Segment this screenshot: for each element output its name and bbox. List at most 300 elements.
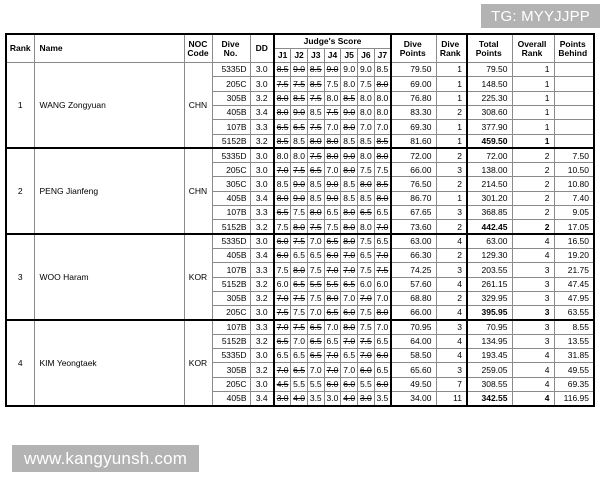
judge-score-value: 6.0 <box>326 379 339 390</box>
judge-score-value: 8.0 <box>326 93 339 104</box>
judge-score-value: 8.0 <box>376 150 389 161</box>
judge-score-j4 <box>324 63 341 77</box>
dive-rank: 2 <box>436 291 467 305</box>
header-total-points <box>467 34 512 63</box>
judge-score-value: 3.5 <box>309 393 322 404</box>
judge-score-j6 <box>358 291 375 305</box>
header-dive-line2: No. <box>223 47 238 58</box>
judge-score-value: 7.5 <box>293 236 305 247</box>
judge-score-value: 8.5 <box>376 135 389 146</box>
total-points: 308.55 <box>467 377 512 391</box>
judge-score-j6 <box>358 263 375 277</box>
table-header <box>6 34 594 63</box>
points-behind <box>554 91 594 105</box>
judge-score-value: 7.5 <box>276 78 289 89</box>
judge-score-value: 8.5 <box>343 178 356 189</box>
dive-rank: 11 <box>436 391 467 405</box>
dive-rank: 1 <box>436 191 467 205</box>
judge-score-value: 8.5 <box>293 93 305 104</box>
judge-score-j5 <box>341 91 358 105</box>
judge-score-value: 7.5 <box>293 322 305 333</box>
judge-score-j4 <box>324 148 341 162</box>
judge-score-value: 7.5 <box>276 307 289 318</box>
dive-rank: 1 <box>436 63 467 77</box>
dive-points: 58.50 <box>391 349 436 363</box>
judge-score-j7 <box>374 334 391 348</box>
judge-score-j3 <box>307 91 324 105</box>
judge-score-j4 <box>324 163 341 177</box>
judge-score-j1 <box>274 320 291 334</box>
judge-score-j2 <box>291 234 308 248</box>
judge-score-value: 8.5 <box>309 78 322 89</box>
judge-score-value: 7.5 <box>293 207 305 218</box>
judge-score-j2 <box>291 277 308 291</box>
judge-score-j6 <box>358 148 375 162</box>
judge-score-value: 7.0 <box>293 336 305 347</box>
header-overall-rank-line1: Overall <box>517 39 547 50</box>
judge-score-value: 7.5 <box>293 78 305 89</box>
judge-score-value: 6.0 <box>376 379 389 390</box>
judge-score-j2 <box>291 320 308 334</box>
dive-rank: 4 <box>436 277 467 291</box>
dive-dd: 3.4 <box>250 248 274 262</box>
judge-score-value: 7.0 <box>326 322 339 333</box>
points-behind: 47.45 <box>554 277 594 291</box>
athlete-rank: 3 <box>6 234 34 320</box>
judge-score-j3 <box>307 220 324 234</box>
judge-score-value: 6.5 <box>276 336 289 347</box>
dive-points: 83.30 <box>391 105 436 119</box>
dive-number: 5152B <box>212 220 250 234</box>
judge-score-value: 6.0 <box>276 236 289 247</box>
points-behind: 13.55 <box>554 334 594 348</box>
points-behind: 10.80 <box>554 177 594 191</box>
judge-score-j5 <box>341 177 358 191</box>
points-behind: 10.50 <box>554 163 594 177</box>
judge-score-value: 8.5 <box>376 64 389 75</box>
judge-score-value: 8.5 <box>276 135 289 146</box>
judge-score-j1 <box>274 148 291 162</box>
judge-score-j6 <box>358 91 375 105</box>
dive-points: 79.50 <box>391 63 436 77</box>
overall-rank: 3 <box>512 263 554 277</box>
judge-score-value: 7.5 <box>293 293 305 304</box>
judge-score-value: 7.0 <box>276 293 289 304</box>
total-points: 138.00 <box>467 163 512 177</box>
judge-score-j7 <box>374 391 391 405</box>
judge-score-value: 7.5 <box>309 150 322 161</box>
dive-number: 5152B <box>212 134 250 148</box>
judge-score-j1 <box>274 163 291 177</box>
judge-score-value: 8.0 <box>376 107 389 118</box>
judge-score-j4 <box>324 206 341 220</box>
overall-rank: 4 <box>512 349 554 363</box>
judge-score-j6 <box>358 248 375 262</box>
judge-score-j2 <box>291 206 308 220</box>
header-points-behind-line1: Points <box>559 39 586 50</box>
judge-score-j7 <box>374 206 391 220</box>
dive-number: 405B <box>212 105 250 119</box>
judge-score-value: 5.5 <box>309 379 322 390</box>
dive-rank: 1 <box>436 134 467 148</box>
judge-score-value: 6.5 <box>293 350 305 361</box>
overall-rank: 4 <box>512 391 554 405</box>
judge-score-j2 <box>291 63 308 77</box>
dive-dd: 3.2 <box>250 277 274 291</box>
judge-score-j1 <box>274 134 291 148</box>
judge-score-value: 8.0 <box>343 322 356 333</box>
judge-score-value: 8.5 <box>343 93 356 104</box>
points-behind: 21.75 <box>554 263 594 277</box>
judge-score-j5 <box>341 77 358 91</box>
dive-dd: 3.4 <box>250 191 274 205</box>
judge-score-value: 7.0 <box>359 121 372 132</box>
judge-score-value: 7.0 <box>326 364 339 375</box>
header-noc-line2: Code <box>187 47 209 58</box>
judge-score-j1 <box>274 234 291 248</box>
dive-points: 57.60 <box>391 277 436 291</box>
judge-score-value: 7.0 <box>276 322 289 333</box>
dive-rank: 4 <box>436 234 467 248</box>
judge-score-j1 <box>274 63 291 77</box>
dive-dd: 3.4 <box>250 105 274 119</box>
judge-score-value: 8.5 <box>309 193 322 204</box>
points-behind: 17.05 <box>554 220 594 234</box>
dive-number: 305C <box>212 177 250 191</box>
judge-score-j1 <box>274 191 291 205</box>
header-judge-3: J3 <box>307 48 324 62</box>
judge-score-value: 6.0 <box>359 364 372 375</box>
dive-rank: 2 <box>436 105 467 119</box>
judge-score-value: 6.0 <box>276 278 289 289</box>
judge-score-value: 8.0 <box>326 293 339 304</box>
overall-rank: 3 <box>512 334 554 348</box>
overall-rank: 2 <box>512 206 554 220</box>
dive-number: 5152B <box>212 277 250 291</box>
judge-score-j7 <box>374 163 391 177</box>
header-dive-points-line2: Points <box>399 47 426 58</box>
overall-rank: 2 <box>512 148 554 162</box>
judge-score-value: 9.0 <box>293 193 305 204</box>
judge-score-value: 7.5 <box>309 293 322 304</box>
judge-score-value: 7.0 <box>359 350 372 361</box>
judge-score-value: 6.5 <box>376 236 389 247</box>
judge-score-value: 6.5 <box>293 121 305 132</box>
judge-score-value: 7.5 <box>309 264 322 275</box>
judge-score-j2 <box>291 163 308 177</box>
judge-score-j3 <box>307 349 324 363</box>
dive-points: 70.95 <box>391 320 436 334</box>
judge-score-value: 8.0 <box>276 93 289 104</box>
total-points: 225.30 <box>467 91 512 105</box>
header-overall-rank-line2: Rank <box>521 47 543 58</box>
dive-points: 67.65 <box>391 206 436 220</box>
judge-score-j4 <box>324 234 341 248</box>
judge-score-j4 <box>324 320 341 334</box>
overall-rank: 1 <box>512 120 554 134</box>
dive-points: 66.00 <box>391 306 436 320</box>
dive-dd: 3.2 <box>250 220 274 234</box>
dive-dd: 3.2 <box>250 91 274 105</box>
judge-score-j6 <box>358 234 375 248</box>
judge-score-j5 <box>341 263 358 277</box>
judge-score-value: 8.5 <box>376 178 389 189</box>
overall-rank: 2 <box>512 191 554 205</box>
judge-score-value: 7.5 <box>359 236 372 247</box>
judge-score-value: 8.5 <box>276 178 289 189</box>
judge-score-j3 <box>307 248 324 262</box>
judge-score-j2 <box>291 148 308 162</box>
judge-score-value: 8.0 <box>293 221 305 232</box>
judge-score-value: 6.0 <box>359 278 372 289</box>
total-points: 259.05 <box>467 363 512 377</box>
judge-score-j7 <box>374 320 391 334</box>
dive-dd: 3.3 <box>250 263 274 277</box>
points-behind <box>554 120 594 134</box>
judge-score-value: 8.0 <box>343 121 356 132</box>
judge-score-value: 8.0 <box>326 150 339 161</box>
judge-score-j7 <box>374 91 391 105</box>
judge-score-value: 9.0 <box>343 64 356 75</box>
athlete-rank: 4 <box>6 320 34 406</box>
judge-score-j6 <box>358 134 375 148</box>
dive-points: 73.60 <box>391 220 436 234</box>
judge-score-value: 8.0 <box>276 193 289 204</box>
total-points: 459.50 <box>467 134 512 148</box>
dive-number: 305B <box>212 291 250 305</box>
header-judges-score: Judge's Score <box>274 34 391 48</box>
judge-score-j5 <box>341 320 358 334</box>
judge-score-j7 <box>374 220 391 234</box>
judge-score-j4 <box>324 134 341 148</box>
judge-score-value: 7.0 <box>359 293 372 304</box>
judge-score-j5 <box>341 248 358 262</box>
judge-score-j3 <box>307 134 324 148</box>
judge-score-j1 <box>274 363 291 377</box>
table-row <box>6 320 594 334</box>
judge-score-value: 6.5 <box>309 322 322 333</box>
judge-score-value: 6.5 <box>376 364 389 375</box>
judge-score-j3 <box>307 120 324 134</box>
judge-score-j6 <box>358 105 375 119</box>
judge-score-j4 <box>324 334 341 348</box>
header-noc-code <box>184 34 212 63</box>
judge-score-j4 <box>324 91 341 105</box>
judge-score-j7 <box>374 363 391 377</box>
judge-score-j5 <box>341 191 358 205</box>
judge-score-value: 6.5 <box>326 336 339 347</box>
watermark-bottom-left: www.kangyunsh.com <box>12 445 199 472</box>
judge-score-value: 5.5 <box>309 278 322 289</box>
overall-rank: 1 <box>512 63 554 77</box>
dive-dd: 3.3 <box>250 206 274 220</box>
overall-rank: 4 <box>512 363 554 377</box>
judge-score-value: 7.5 <box>309 121 322 132</box>
dive-rank: 2 <box>436 248 467 262</box>
judge-score-value: 7.5 <box>376 164 389 175</box>
watermark-top-right: TG: MYYJJPP <box>481 4 600 28</box>
total-points: 129.30 <box>467 248 512 262</box>
header-judge-7: J7 <box>374 48 391 62</box>
judge-score-j6 <box>358 220 375 234</box>
header-dd: DD <box>250 34 274 63</box>
judge-score-value: 7.0 <box>309 307 322 318</box>
judge-score-j2 <box>291 263 308 277</box>
dive-rank: 3 <box>436 163 467 177</box>
dive-number: 205C <box>212 163 250 177</box>
judge-score-value: 7.5 <box>359 336 372 347</box>
dive-number: 107B <box>212 320 250 334</box>
header-total-points-line2: Points <box>475 47 502 58</box>
judge-score-j6 <box>358 377 375 391</box>
dive-points: 66.00 <box>391 163 436 177</box>
judge-score-value: 7.0 <box>309 236 322 247</box>
judge-score-value: 8.0 <box>359 221 372 232</box>
judge-score-j3 <box>307 391 324 405</box>
judge-score-value: 3.0 <box>326 393 339 404</box>
overall-rank: 1 <box>512 105 554 119</box>
dive-dd: 3.0 <box>250 306 274 320</box>
judge-score-value: 6.5 <box>359 207 372 218</box>
judge-score-value: 7.0 <box>376 221 389 232</box>
judge-score-j5 <box>341 148 358 162</box>
athlete-name: PENG Jianfeng <box>34 148 184 234</box>
header-dive-points <box>391 34 436 63</box>
judge-score-value: 8.0 <box>293 150 305 161</box>
header-judge-6: J6 <box>358 48 375 62</box>
results-table-container <box>5 33 595 407</box>
total-points: 301.20 <box>467 191 512 205</box>
dive-rank: 3 <box>436 263 467 277</box>
header-judge-2: J2 <box>291 48 308 62</box>
judge-score-value: 8.5 <box>309 64 322 75</box>
judge-score-j6 <box>358 77 375 91</box>
judge-score-j2 <box>291 306 308 320</box>
judge-score-value: 8.0 <box>376 307 389 318</box>
judge-score-j5 <box>341 334 358 348</box>
judge-score-j3 <box>307 206 324 220</box>
dive-dd: 3.2 <box>250 363 274 377</box>
dive-points: 68.80 <box>391 291 436 305</box>
judge-score-value: 8.5 <box>309 107 322 118</box>
judge-score-j1 <box>274 177 291 191</box>
total-points: 193.45 <box>467 349 512 363</box>
judge-score-value: 6.5 <box>376 336 389 347</box>
header-dive-no <box>212 34 250 63</box>
athlete-name: WOO Haram <box>34 234 184 320</box>
judge-score-value: 6.5 <box>309 250 322 261</box>
judge-score-j4 <box>324 77 341 91</box>
judge-score-value: 7.0 <box>376 121 389 132</box>
judge-score-value: 7.5 <box>276 264 289 275</box>
header-dive-rank <box>436 34 467 63</box>
judge-score-j1 <box>274 377 291 391</box>
judge-score-value: 8.0 <box>326 135 339 146</box>
table-header-row-1 <box>6 34 594 48</box>
judge-score-value: 7.0 <box>376 250 389 261</box>
judge-score-j7 <box>374 234 391 248</box>
judge-score-value: 6.5 <box>359 250 372 261</box>
total-points: 342.55 <box>467 391 512 405</box>
judge-score-value: 7.0 <box>326 350 339 361</box>
judge-score-value: 9.0 <box>293 178 305 189</box>
dive-dd: 3.0 <box>250 377 274 391</box>
points-behind: 19.20 <box>554 248 594 262</box>
judge-score-j7 <box>374 120 391 134</box>
judge-score-value: 6.5 <box>343 278 356 289</box>
judge-score-j3 <box>307 148 324 162</box>
judge-score-value: 4.5 <box>276 379 289 390</box>
judge-score-j1 <box>274 220 291 234</box>
judge-score-value: 6.5 <box>309 350 322 361</box>
judge-score-j7 <box>374 277 391 291</box>
athlete-name: WANG Zongyuan <box>34 63 184 149</box>
judge-score-j5 <box>341 277 358 291</box>
judge-score-j1 <box>274 391 291 405</box>
judge-score-value: 7.5 <box>359 322 372 333</box>
dive-number: 5335D <box>212 234 250 248</box>
judge-score-value: 6.5 <box>326 236 339 247</box>
judge-score-j1 <box>274 349 291 363</box>
judge-score-value: 9.0 <box>293 107 305 118</box>
judge-score-j3 <box>307 63 324 77</box>
dive-rank: 4 <box>436 306 467 320</box>
judge-score-j2 <box>291 248 308 262</box>
judge-score-value: 8.0 <box>276 107 289 118</box>
judge-score-value: 3.0 <box>359 393 372 404</box>
points-behind: 7.40 <box>554 191 594 205</box>
judge-score-value: 5.5 <box>326 278 339 289</box>
judge-score-value: 8.0 <box>293 264 305 275</box>
judge-score-value: 9.0 <box>326 178 339 189</box>
judge-score-j4 <box>324 248 341 262</box>
judge-score-j1 <box>274 120 291 134</box>
judge-score-value: 6.5 <box>309 164 322 175</box>
judge-score-value: 6.0 <box>276 250 289 261</box>
judge-score-j7 <box>374 377 391 391</box>
table-row <box>6 63 594 77</box>
judge-score-value: 7.5 <box>309 221 322 232</box>
judge-score-j5 <box>341 377 358 391</box>
table-row <box>6 234 594 248</box>
judge-score-value: 8.0 <box>376 78 389 89</box>
dive-rank: 7 <box>436 377 467 391</box>
dive-points: 69.30 <box>391 120 436 134</box>
judge-score-j2 <box>291 120 308 134</box>
athlete-rank: 2 <box>6 148 34 234</box>
dive-number: 405B <box>212 248 250 262</box>
judge-score-value: 7.0 <box>343 293 356 304</box>
judge-score-j5 <box>341 105 358 119</box>
header-judge-1: J1 <box>274 48 291 62</box>
points-behind: 47.95 <box>554 291 594 305</box>
overall-rank: 1 <box>512 91 554 105</box>
dive-points: 49.50 <box>391 377 436 391</box>
judge-score-j3 <box>307 105 324 119</box>
judge-score-j3 <box>307 291 324 305</box>
dive-rank: 1 <box>436 120 467 134</box>
points-behind <box>554 63 594 77</box>
points-behind: 8.55 <box>554 320 594 334</box>
judge-score-j5 <box>341 306 358 320</box>
judge-score-value: 6.5 <box>376 207 389 218</box>
dive-points: 64.00 <box>391 334 436 348</box>
athlete-noc: CHN <box>184 63 212 149</box>
header-name: Name <box>34 34 184 63</box>
judge-score-j7 <box>374 248 391 262</box>
total-points: 329.95 <box>467 291 512 305</box>
total-points: 203.55 <box>467 263 512 277</box>
